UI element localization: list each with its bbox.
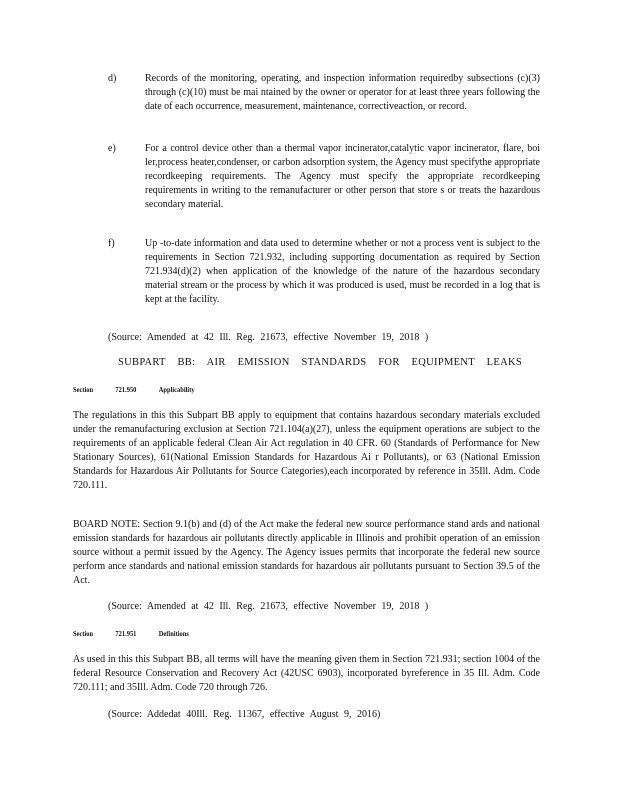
source-note: (Source: Amended at 42 Ill. Reg. 21673, effective November 19, 2018 ): [108, 601, 429, 612]
item-text: For a control device other than a thermal vapor incinerator,catalytic vapor incinerator, flare, boi ler,process heater,condenser, or carbon adsorption system, the Agency must specifythe appropriate recordkeeping requirements. The Agency must specify the appropriate recordkeeping requirements in writing to the remanufacturer or other person that store s or treats the hazardous secondary material.: [145, 143, 540, 210]
item-text: Up -to-date information and data used to determine whether or not a process vent is subject to the requirements in Section 721.932, including supporting documentation as required by Section 721.934(d)(2) when application of the knowledge of the nature of the hazardous secondary material stream or the process by which it was produced is used, must be recorded in a log that is kept at the facility.: [145, 238, 540, 305]
item-label: f): [108, 238, 115, 249]
list-item-e: [108, 142, 540, 212]
section-heading-721-951: [73, 627, 211, 641]
section-label: Section: [73, 385, 94, 394]
item-text: Records of the monitoring, operating, and inspection information requiredby subsections (c)(3) through (c)(10) must be mai ntained by the owner or operator for at least three years following the date of each occurrence, measurement, maintenance, correctiveaction, or record.: [145, 73, 540, 112]
subpart-heading: SUBPART BB: AIR EMISSION STANDARDS FOR EQUIPMENT LEAKS: [118, 357, 522, 368]
item-label: d): [108, 73, 117, 84]
section-number: 721.950: [115, 385, 137, 394]
definitions-paragraph: As used in this this Subpart BB, all terms will have the meaning given them in Section 721.931; section 1004 of the federal Resource Conservation and Recovery Act (42USC 6903), incorporated byreference in 35 Ill. Adm. Code 720.111; and 35Ill. Adm. Code 720 through 726.: [73, 654, 540, 693]
board-note: BOARD NOTE: Section 9.1(b) and (d) of the Act make the federal new source performance stand ards and national emission standards for hazardous air pollutants directly applicable in Illinois and prohibit operation of an emission source without a permit issued by the Agency. The Agency issues permits that incorporate the federal new source perform ance standards and national emission standards for hazardous air pollutants pursuant to Section 39.5 of the Act.: [73, 519, 540, 586]
list-item-d: [108, 72, 540, 114]
item-label: e): [108, 143, 116, 154]
source-note: (Source: Amended at 42 Ill. Reg. 21673, effective November 19, 2018 ): [108, 332, 429, 343]
applicability-paragraph: The regulations in this this Subpart BB apply to equipment that contains hazardous secondary materials excluded under the remanufacturing exclusion at Section 721.104(a)(27), unless the equipment operations are subject to the requirements of an applicable federal Clean Air Act regulation in 40 CFR. 60 (Standards of Performance for New Stationary Sources), 61(National Emission Standards for Hazardous Ai r Pollutants), or 63 (National Emission Standards for Hazardous Air Pollutants for Source Categories),each incorporated by reference in 35Ill. Adm. Code 720.111.: [73, 410, 540, 491]
section-heading-721-950: [73, 383, 217, 397]
section-label: Section: [73, 629, 94, 638]
section-title: Applicability: [158, 385, 195, 394]
section-title: Definitions: [158, 629, 189, 638]
source-note: (Source: Addedat 40Ill. Reg. 11367, effective August 9, 2016): [108, 709, 381, 720]
section-number: 721.951: [115, 629, 137, 638]
list-item-f: [108, 237, 540, 307]
